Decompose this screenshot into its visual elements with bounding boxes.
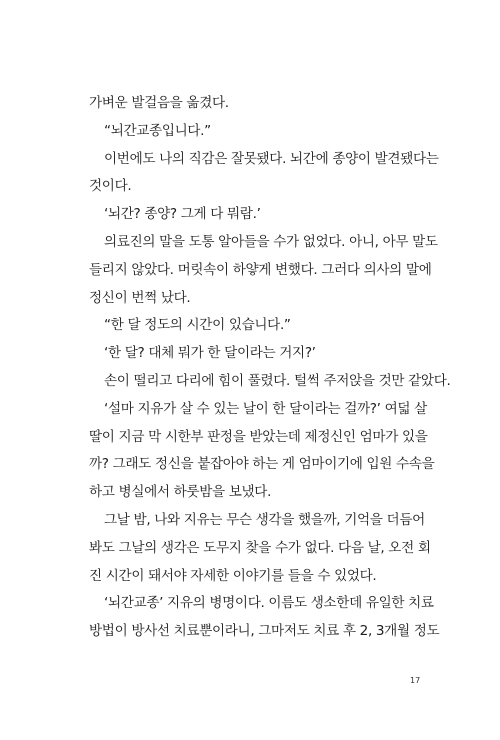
text-line: 들리지 않았다. 머릿속이 하얗게 변했다. 그러다 의사의 말에 — [89, 261, 432, 278]
text-line: 것이다. — [89, 178, 132, 195]
text-line: ‘한 달? 대체 뭐가 한 달이라는 거지?’ — [104, 345, 316, 362]
body-text — [89, 90, 451, 646]
text-line: 가벼운 발걸음을 옮겼다. — [89, 95, 229, 111]
text-line: 방법이 방사선 치료뿐이라니, 그마저도 치료 후 2, 3개월 정도 — [89, 623, 440, 640]
text-line: 까? 그래도 정신을 붙잡아야 하는 게 엄마이기에 입원 수속을 — [89, 456, 435, 473]
text-line: 그날 밤, 나와 지유는 무슨 생각을 했을까, 기억을 더듬어 — [104, 511, 425, 528]
text-line: 딸이 지금 막 시한부 판정을 받았는데 제정신인 엄마가 있을 — [89, 428, 428, 445]
text-line: 하고 병실에서 하룻밤을 보냈다. — [89, 484, 272, 501]
text-line: 진 시간이 돼서야 자세한 이야기를 들을 수 있었다. — [89, 567, 377, 584]
text-line: 봐도 그날의 생각은 도무지 찾을 수가 없다. 다음 날, 오전 회 — [89, 539, 431, 556]
page-number: 17 — [410, 676, 421, 685]
text-line: ‘뇌간? 종양? 그게 다 뭐람.’ — [104, 206, 261, 223]
text-line: “한 달 정도의 시간이 있습니다.” — [104, 317, 291, 334]
text-line: 정신이 번쩍 났다. — [89, 289, 191, 306]
text-line: ‘설마 지유가 살 수 있는 날이 한 달이라는 걸까?’ 여덟 살 — [104, 400, 427, 417]
text-line: “뇌간교종입니다.” — [104, 122, 211, 139]
text-line: ‘뇌간교종’ 지유의 병명이다. 이름도 생소한데 유일한 치료 — [104, 595, 434, 612]
text-line: 이번에도 나의 직감은 잘못됐다. 뇌간에 종양이 발견됐다는 — [104, 150, 439, 167]
text-line: 의료진의 말을 도통 알아들을 수가 없었다. 아니, 아무 말도 — [104, 233, 438, 250]
text-line: 손이 떨리고 다리에 힘이 풀렸다. 털썩 주저앉을 것만 같았다. — [104, 372, 451, 389]
